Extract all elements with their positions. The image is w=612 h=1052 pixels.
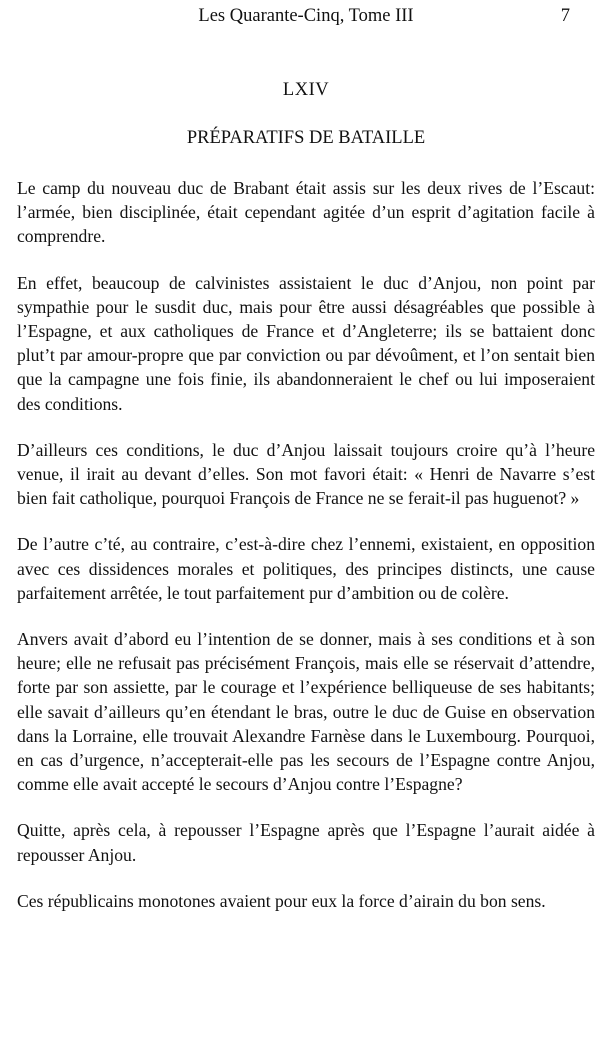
paragraph-3: D’ailleurs ces conditions, le duc d’Anjou laissait toujours croire qu’à l’heure venue, il irait au devant d’elles. Son mot favori était: « Henri de Navarre s’est bien fait catholique, pourquoi François de France ne se ferait-il pas huguenot? » (17, 439, 595, 509)
chapter-body (17, 176, 595, 935)
paragraph-6: Quitte, après cela, à repousser l’Espagne après que l’Espagne l’aurait aidée à repousser Anjou. (17, 820, 595, 865)
page-number: 7 (560, 6, 570, 26)
running-header (0, 6, 612, 30)
paragraph-4: De l’autre c’té, au contraire, c’est-à-dire chez l’ennemi, existaient, en opposition avec ces dissidences morales et politiques, des principes distincts, une cause parfaitement arrêtée, le tout parfaitement pur d’ambition ou de colère. (17, 534, 595, 603)
book-title: Les Quarante-Cinq, Tome III (198, 6, 414, 26)
chapter-number: LXIV (282, 80, 330, 100)
paragraph-7: Ces républicains monotones avaient pour eux la force d’airain du bon sens. (17, 890, 546, 911)
paragraph-1: Le camp du nouveau duc de Brabant était assis sur les deux rives de l’Escaut: l’armée, bien disciplinée, était cependant agitée d’un esprit d’agitation facile à comprendre. (17, 178, 595, 247)
paragraph-5: Anvers avait d’abord eu l’intention de se donner, mais à ses conditions et à son heure; elle ne refusait pas précisément François, mais elle se réservait d’attendre, forte par son assiette, par le courage et l’expérience belliqueuse de ses habitants; elle savait d’ailleurs qu’en étendant le bras, outre le duc de Guise en observation dans la Lorraine, elle trouvait Alexandre Farnèse dans le Luxembourg. Pourquoi, en cas d’urgence, n’accepterait-elle pas les secours de l’Espagne contre Anjou, comme elle avait accepté le secours d’Anjou contre l’Espagne? (17, 629, 595, 795)
paragraph-2: En effet, beaucoup de calvinistes assistaient le duc d’Anjou, non point par sympathie pour le susdit duc, mais pour être aussi désagréables que possible à l’Espagne, et aux catholiques de France et d’Angleterre; ils se battaient donc plut’t par amour-propre que par conviction ou par dévoûment, et l’on sentait bien que la campagne une fois finie, ils abandonneraient le chef ou lui imposeraient des conditions. (17, 272, 595, 414)
chapter-title: PRÉPARATIFS DE BATAILLE (186, 128, 426, 148)
